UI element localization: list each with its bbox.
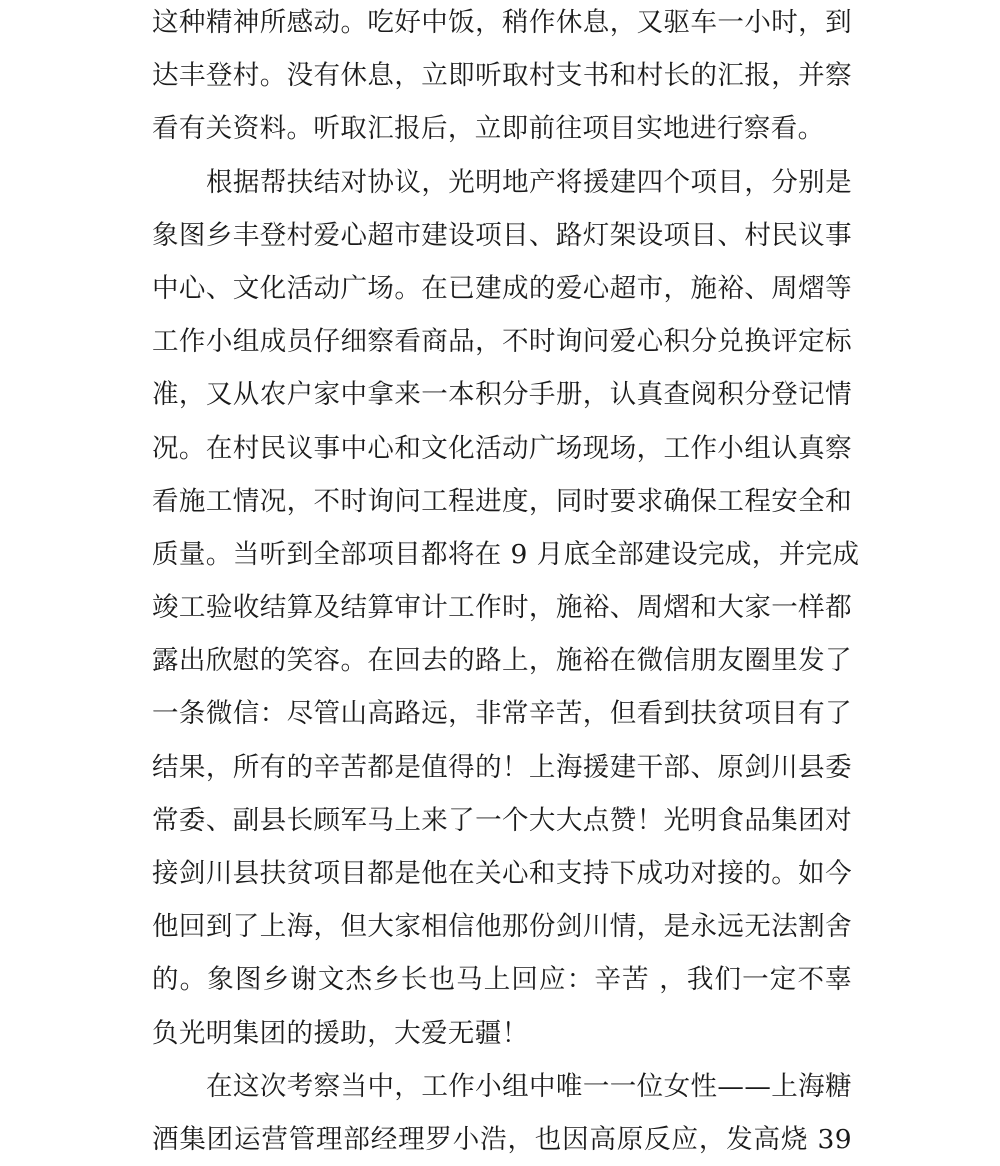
- text-line: 中心、文化活动广场。在已建成的爱心超市，施裕、周熠等: [152, 272, 852, 304]
- text-line: 露出欣慰的笑容。在回去的路上，施裕在微信朋友圈里发了: [152, 645, 852, 677]
- text-line: 看施工情况，不时询问工程进度，同时要求确保工程安全和: [152, 485, 852, 517]
- text-line: 竣工验收结算及结算审计工作时，施裕、周熠和大家一样都: [152, 592, 852, 624]
- text-line: 象图乡丰登村爱心超市建设项目、路灯架设项目、村民议事: [152, 219, 852, 251]
- text-line: 的。象图乡谢文杰乡长也马上回应：辛苦 ，我们一定不辜: [152, 964, 852, 996]
- text-line: 达丰登村。没有休息，立即听取村支书和村长的汇报，并察: [152, 60, 852, 92]
- text-line: 在这次考察当中，工作小组中唯一一位女性——上海糖: [206, 1070, 852, 1102]
- document-page: [152, 0, 860, 1166]
- text-line: 准，又从农户家中拿来一本积分手册，认真查阅积分登记情: [152, 379, 852, 411]
- paragraph-2: [152, 156, 860, 1060]
- text-line: 酒集团运营管理部经理罗小浩，也因高原反应，发高烧 39: [152, 1123, 852, 1155]
- text-line: 这种精神所感动。吃好中饭，稍作休息，又驱车一小时，到: [152, 7, 852, 38]
- text-line: 结果，所有的辛苦都是值得的！上海援建干部、原剑川县委: [152, 751, 852, 783]
- text-line: 接剑川县扶贫项目都是他在关心和支持下成功对接的。如今: [152, 858, 852, 889]
- text-line: 况。在村民议事中心和文化活动广场现场，工作小组认真察: [152, 432, 852, 464]
- text-line: 负光明集团的援助，大爱无疆！: [152, 1017, 529, 1049]
- paragraph-1: [152, 0, 852, 156]
- text-line: 一条微信：尽管山高路远，非常辛苦，但看到扶贫项目有了: [152, 698, 852, 730]
- text-line: 常委、副县长顾军马上来了一个大大点赞！光明食品集团对: [152, 804, 852, 836]
- text-line: 质量。当听到全部项目都将在 9 月底全部建设完成，并完成: [152, 538, 860, 570]
- paragraph-3: [152, 1060, 852, 1166]
- text-line: 看有关资料。听取汇报后，立即前往项目实地进行察看。: [152, 113, 825, 145]
- text-line: 根据帮扶结对协议，光明地产将援建四个项目，分别是: [206, 166, 852, 198]
- text-line: 他回到了上海，但大家相信他那份剑川情，是永远无法割舍: [152, 911, 852, 943]
- text-line: 工作小组成员仔细察看商品，不时询问爱心积分兑换评定标: [152, 326, 852, 358]
